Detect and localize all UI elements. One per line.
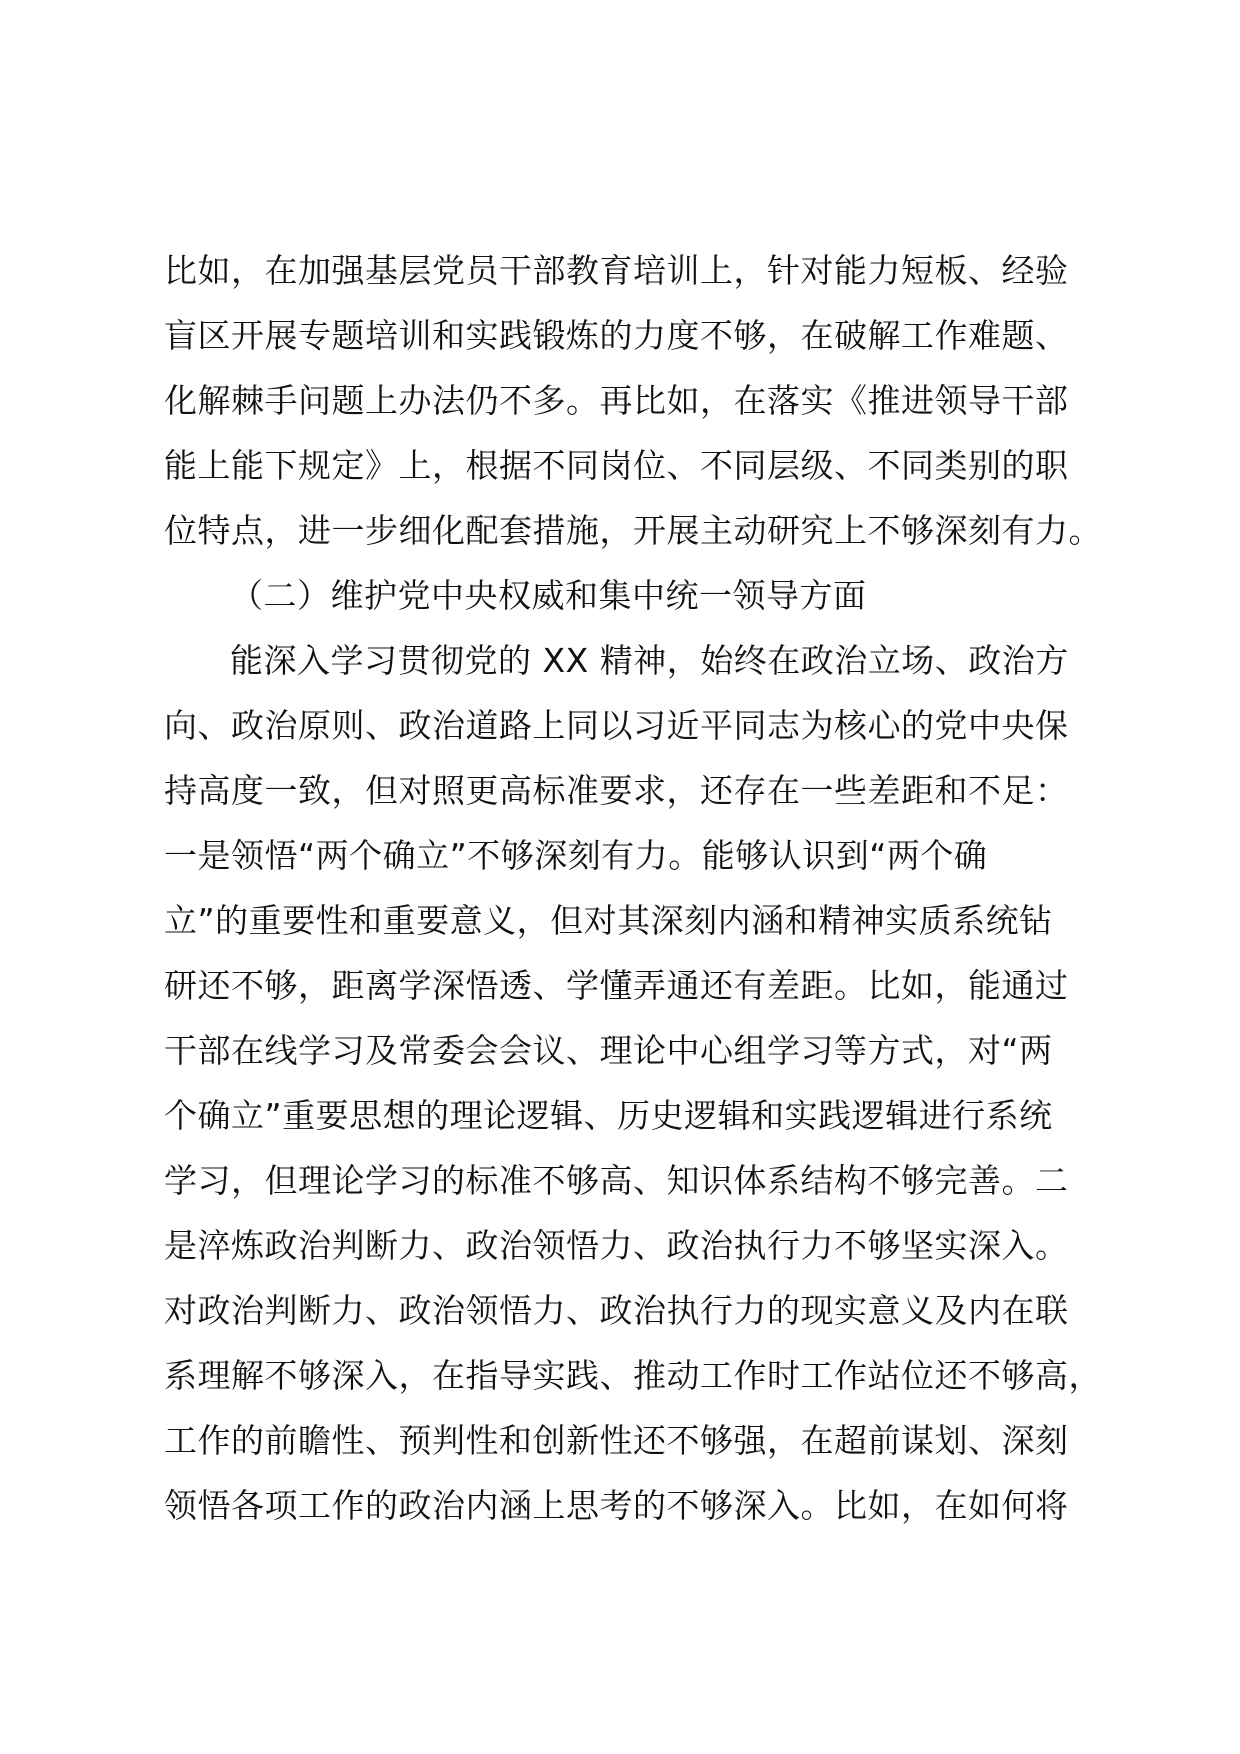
paragraph-line: 持高度一致，但对照更高标准要求，还存在一些差距和不足： bbox=[164, 771, 1069, 810]
document-body bbox=[164, 238, 1104, 1538]
paragraph-line: 能深入学习贯彻党的 XX 精神，始终在政治立场、政治方 bbox=[230, 641, 1069, 680]
paragraph-line: 对政治判断力、政治领悟力、政治执行力的现实意义及内在联 bbox=[164, 1291, 1069, 1330]
paragraph-line: 立”的重要性和重要意义，但对其深刻内涵和精神实质系统钻 bbox=[164, 901, 1053, 940]
paragraph-line: 研还不够，距离学深悟透、学懂弄通还有差距。比如，能通过 bbox=[164, 966, 1069, 1005]
paragraph-line: 能上能下规定》上，根据不同岗位、不同层级、不同类别的职 bbox=[164, 446, 1069, 485]
paragraph-line: 化解棘手问题上办法仍不多。再比如，在落实《推进领导干部 bbox=[164, 381, 1069, 420]
paragraph-line: 一是领悟“两个确立”不够深刻有力。能够认识到“两个确 bbox=[164, 836, 988, 875]
paragraph-line: 是淬炼政治判断力、政治领悟力、政治执行力不够坚实深入。 bbox=[164, 1226, 1069, 1265]
paragraph-line: 系理解不够深入，在指导实践、推动工作时工作站位还不够高， bbox=[164, 1356, 1102, 1395]
paragraph-line: 向、政治原则、政治道路上同以习近平同志为核心的党中央保 bbox=[164, 706, 1069, 745]
paragraph-line: 领悟各项工作的政治内涵上思考的不够深入。比如，在如何将 bbox=[164, 1486, 1069, 1525]
paragraph-line: 比如，在加强基层党员干部教育培训上，针对能力短板、经验 bbox=[164, 251, 1069, 290]
paragraph-line: 位特点，进一步细化配套措施，开展主动研究上不够深刻有力。 bbox=[164, 511, 1102, 550]
paragraph-line: 干部在线学习及常委会会议、理论中心组学习等方式，对“两 bbox=[164, 1031, 1053, 1070]
paragraph-line: 盲区开展专题培训和实践锻炼的力度不够，在破解工作难题、 bbox=[164, 316, 1069, 355]
paragraph-line: 学习，但理论学习的标准不够高、知识体系结构不够完善。二 bbox=[164, 1161, 1069, 1200]
paragraph-line: 个确立”重要思想的理论逻辑、历史逻辑和实践逻辑进行系统 bbox=[164, 1096, 1053, 1135]
section-heading: （二）维护党中央权威和集中统一领导方面 bbox=[230, 576, 867, 615]
paragraph-line: 工作的前瞻性、预判性和创新性还不够强，在超前谋划、深刻 bbox=[164, 1421, 1069, 1460]
